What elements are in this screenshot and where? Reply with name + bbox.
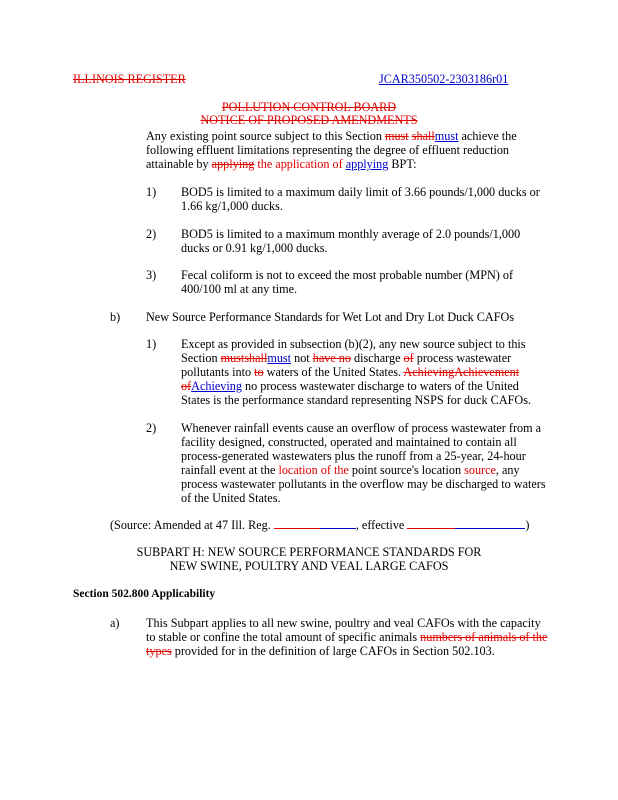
item-3-line-2: 400/100 ml at any time.	[181, 282, 298, 296]
source-note: (Source: Amended at 47 Ill. Reg. , effective )	[110, 518, 530, 532]
item-1-line-2: 1.66 kg/1,000 ducks.	[181, 199, 283, 213]
b1-line-4: ofAchieving no process wastewater discharge to waters of the United	[181, 379, 519, 393]
notice-title: NOTICE OF PROPOSED AMENDMENTS	[200, 113, 418, 127]
intro-line-3: attainable by applying the application of applying BPT:	[146, 157, 417, 171]
section-heading: Section 502.800 Applicability	[73, 588, 216, 600]
para-a-line-2: to stable or confine the total amount of specific animals numbers of animals of the	[146, 630, 548, 644]
intro-line-2: following effluent limitations representing the degree of effluent reduction	[146, 143, 510, 157]
para-a-num: a)	[110, 616, 120, 630]
subpart-heading-1: SUBPART H: NEW SOURCE PERFORMANCE STANDARDS FOR	[136, 545, 482, 559]
reg-blank-deleted	[274, 518, 320, 529]
b1-line-2: Section mustshallmust not have no discharge of process wastewater	[181, 351, 512, 365]
b2-line-6: of the United States.	[181, 491, 281, 505]
register-header: ILLINOIS REGISTER	[73, 72, 186, 86]
jcar-code-suffix: r01	[492, 72, 509, 86]
effective-blank-inserted	[455, 518, 525, 529]
item-1-line-1: BOD5 is limited to a maximum daily limit of 3.66 pounds/1,000 ducks or	[181, 185, 540, 199]
para-a-line-1: This Subpart applies to all new swine, poultry and veal CAFOs with the capacity	[146, 616, 541, 630]
item-2-num: 2)	[146, 227, 157, 241]
jcar-code-main: JCAR350502-2303186	[379, 72, 493, 86]
subpart-heading-2: NEW SWINE, POULTRY AND VEAL LARGE CAFOS	[169, 559, 449, 573]
b1-line-1: Except as provided in subsection (b)(2), any new source subject to this	[181, 337, 526, 351]
b1-line-5: States is the performance standard representing NSPS for duck CAFOs.	[181, 393, 531, 407]
b2-line-3: process-generated wastewaters plus the runoff from a 25-year, 24-hour	[181, 449, 526, 463]
item-2-line-1: BOD5 is limited to a maximum monthly average of 2.0 pounds/1,000	[181, 227, 521, 241]
subsection-b-heading: New Source Performance Standards for Wet Lot and Dry Lot Duck CAFOs	[146, 310, 515, 324]
subsection-b-num: b)	[110, 310, 121, 324]
para-a-line-3: types provided for in the definition of large CAFOs in Section 502.103.	[146, 644, 495, 658]
item-1-num: 1)	[146, 185, 157, 199]
b2-line-5: process wastewater pollutants in the overflow may be discharged to waters	[181, 477, 546, 491]
b2-line-4: rainfall event at the location of the point source's location source, any	[181, 463, 520, 477]
item-3-line-1: Fecal coliform is not to exceed the most probable number (MPN) of	[181, 268, 514, 282]
b2-line-1: Whenever rainfall events cause an overflow of process wastewater from a	[181, 421, 542, 435]
item-2-line-2: ducks or 0.91 kg/1,000 ducks.	[181, 241, 328, 255]
jcar-code	[379, 72, 508, 87]
b1-line-3: pollutants into to waters of the United States. AchievingAchievement	[181, 365, 520, 379]
item-3-num: 3)	[146, 268, 157, 282]
b2-num: 2)	[146, 421, 157, 435]
reg-blank-inserted	[320, 518, 356, 529]
b2-line-2: facility designed, constructed, operated and maintained to contain all	[181, 435, 517, 449]
b1-num: 1)	[146, 337, 157, 351]
effective-blank-deleted	[407, 518, 455, 529]
board-title: POLLUTION CONTROL BOARD	[221, 100, 397, 114]
intro-line-1: Any existing point source subject to this Section must shallmust achieve the	[146, 129, 517, 143]
